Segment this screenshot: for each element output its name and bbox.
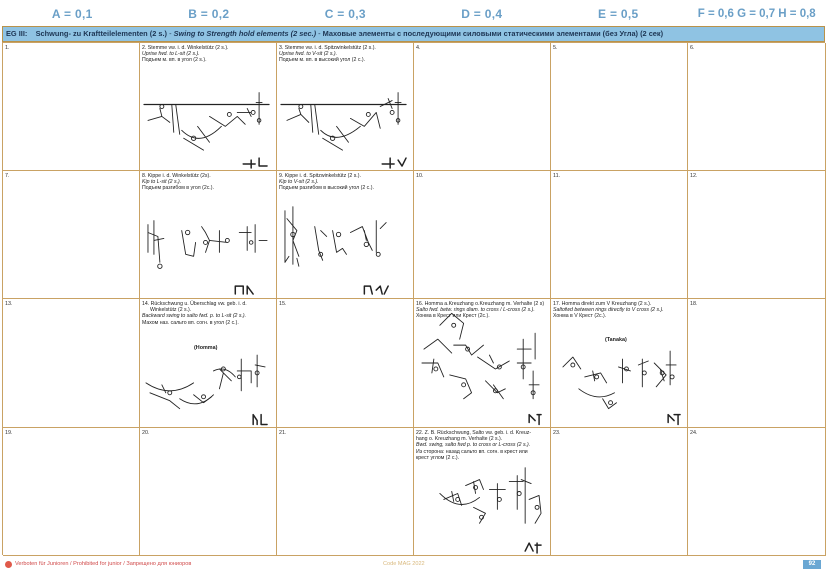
element-cell: [277, 171, 414, 299]
element-description: [416, 430, 548, 461]
column-header-d: D = 0,4: [461, 7, 503, 21]
element-description: [142, 301, 274, 326]
element-description: [416, 301, 548, 320]
element-number: 22.: [416, 430, 424, 436]
element-description: [553, 301, 685, 320]
element-cell: [688, 43, 826, 171]
element-description-text: Kippe i. d. Spitzwinkelstütz (2 s.).: [284, 173, 361, 179]
element-description-line: Salto fwd. betw. rings diam. to cross / L-cross (2 s.).: [416, 307, 535, 314]
group-title-english: Swing to Strength hold elements (2 sec.): [173, 29, 317, 38]
group-separator-2: -: [318, 29, 323, 38]
element-cell: [3, 43, 140, 171]
element-cell: [414, 171, 551, 299]
element-description-line: Из сторона: назад сальто вп. согн. в крест или: [416, 448, 528, 455]
group-spacer: [29, 29, 33, 38]
element-cell: [3, 299, 140, 428]
element-cell: [551, 171, 688, 299]
element-description-line: Хонма в Крест или Крест (2с.).: [416, 313, 490, 320]
element-number: 5.: [553, 45, 558, 51]
element-number: 24.: [690, 430, 698, 436]
element-number: 9.: [279, 173, 284, 179]
red-dot-icon: [5, 561, 12, 568]
element-number: 23.: [553, 430, 561, 436]
element-description-line: Подъем разгибом в угол (2с.).: [142, 185, 214, 192]
element-number: 3.: [279, 45, 284, 51]
element-cell: [140, 171, 277, 299]
element-number: 17.: [553, 301, 561, 307]
element-number: 6.: [690, 45, 695, 51]
column-header-fgh: F = 0,6 G = 0,7 H = 0,8: [697, 8, 816, 20]
group-title-german: Schwung- zu Kraftteilelementen (2 s.): [35, 29, 168, 38]
element-cell: [140, 299, 277, 428]
element-number: 11.: [553, 173, 561, 179]
element-description-line: Winkelstütz (2 s.).: [150, 307, 192, 314]
element-description-line: Махом наз. сальто вп. согн. в угол (2 с.).: [142, 319, 239, 326]
element-description-line: Подъем м. вп. в угол (2 s.).: [142, 57, 207, 64]
element-cell: [551, 43, 688, 171]
element-cell: [688, 428, 826, 556]
element-number: 18.: [690, 301, 698, 307]
column-header-b: B = 0,2: [188, 7, 230, 21]
element-description-line: hang o. Kreuzhang m. Verhalte (2 s.).: [416, 436, 503, 443]
element-number: 20.: [142, 430, 150, 436]
column-header-a: A = 0,1: [51, 7, 93, 21]
element-number: 1.: [5, 45, 10, 51]
element-description-text: Rückschwung u. Überschlag vw. geb. i. d.: [150, 301, 247, 307]
element-description-text: Stemme vw. i. d. Winkelstütz (2 s.).: [147, 45, 229, 51]
element-cell: [3, 428, 140, 556]
element-description: [142, 173, 274, 192]
element-number: 2.: [142, 45, 147, 51]
element-description-text: Z. B. Rückschwung, Salto vw. geb. i. d. Kreuz-: [424, 430, 532, 436]
element-cell: [3, 171, 140, 299]
element-cell: [277, 299, 414, 428]
element-number: 13.: [5, 301, 13, 307]
element-description-line: Хонма в V Крест (2с.).: [553, 313, 607, 320]
element-description-line: Kip to L-sit (2 s.).: [142, 179, 182, 186]
element-description: [279, 45, 411, 64]
element-cell: [688, 299, 826, 428]
element-cell: [551, 299, 688, 428]
element-number: 21.: [279, 430, 287, 436]
element-description-line: Kip to V-sit (2 s.).: [279, 179, 319, 186]
element-number: 12.: [690, 173, 698, 179]
element-cell: [414, 428, 551, 556]
element-number: 15.: [279, 301, 287, 307]
element-description-line: Bwd. swing, salto fwd p. to cross or L-cross (2 s.).: [416, 442, 531, 449]
element-number: 7.: [5, 173, 10, 179]
copyright-note: Code MAG 2022: [383, 561, 425, 567]
element-number: 8.: [142, 173, 147, 179]
element-group-banner: [2, 26, 825, 42]
element-gymnast-name: (Homma): [194, 345, 218, 351]
element-cell: [551, 428, 688, 556]
group-title-russian: Маховые элементы с последующими силовыми статическими элементами (без Угла) (2 сек): [322, 29, 664, 38]
element-description-line: Подъем м. вп. в высокий угол (2 с.).: [279, 57, 366, 64]
element-number: 10.: [416, 173, 424, 179]
prohibited-text: Verboten für Junioren / Prohibited for junior / Запрещено для юниоров: [15, 561, 192, 567]
element-description-text: Stemme vw. i. d. Spitzwinkelstütz (2 s.).: [284, 45, 376, 51]
element-description: [142, 45, 274, 64]
element-cell: [688, 171, 826, 299]
element-description-line: Uprise fwd. to V-sit (2 s.).: [279, 51, 338, 58]
element-description-line: крест углом (2 с.).: [416, 454, 460, 461]
element-number: 16.: [416, 301, 424, 307]
element-cell: [277, 43, 414, 171]
element-description-text: Kippe i. d. Winkelstütz (2s).: [147, 173, 211, 179]
element-cell: [140, 428, 277, 556]
column-header-c: C = 0,3: [324, 7, 366, 21]
prohibited-note: [5, 559, 191, 569]
element-description: [279, 173, 411, 192]
element-description-line: Backward swing to salto fwd. p. to L-sit (2 s.).: [142, 313, 247, 320]
group-separator-1: -: [169, 29, 174, 38]
page-number-badge: 92: [803, 560, 821, 569]
element-description-line: Подъем разгибом в высокий угол (2 с.).: [279, 185, 374, 192]
element-description-line: Saltofwd between rings directly to V cross (2 s.).: [553, 307, 664, 314]
element-grid: [2, 42, 825, 555]
element-gymnast-name: (Tanaka): [605, 337, 627, 343]
element-description-line: Uprise fwd. to L-sit (2 s.).: [142, 51, 200, 58]
element-number: 19.: [5, 430, 13, 436]
group-code: EG III:: [6, 29, 28, 38]
element-description-text: Homma a.Kreuzhang o.Kreuzhang m. Verhalte (2 s): [424, 301, 545, 307]
column-header-e: E = 0,5: [598, 7, 639, 21]
element-cell: [140, 43, 277, 171]
value-column-headers: [4, 5, 827, 23]
element-cell: [414, 299, 551, 428]
element-number: 14.: [142, 301, 150, 307]
element-cell: [277, 428, 414, 556]
element-description-text: Homma direkt zum V Kreuzhang (2 s.).: [561, 301, 652, 307]
element-cell: [414, 43, 551, 171]
element-number: 4.: [416, 45, 421, 51]
